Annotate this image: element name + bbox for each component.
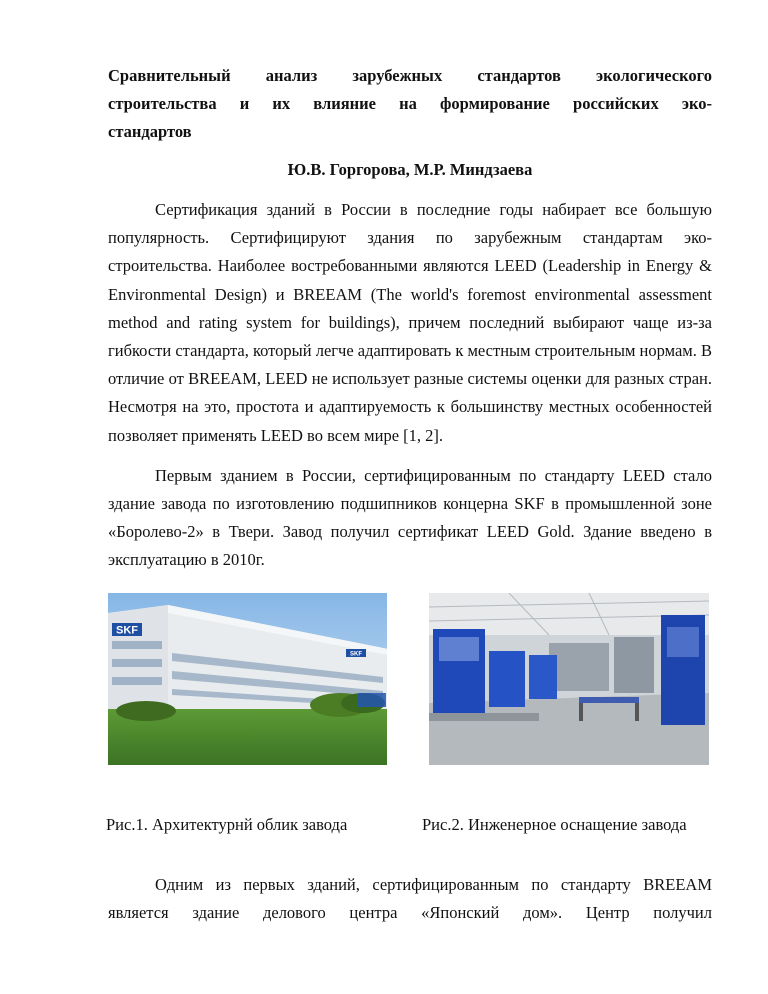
figure-captions <box>108 815 712 843</box>
paragraph-2: Первым зданием в России, сертифицированным по стандарту LEED стало здание завода по изготовлению подшипников концерна SKF в промышленной зоне «Боролево-2» в Твери. Завод получил сертификат LEED Gold. Здание введено в эксплуатацию в 2010г. <box>108 465 712 570</box>
title-line: строительства и их влияние на формирование российских эко- <box>108 94 712 113</box>
title-line: стандартов <box>108 122 192 141</box>
figures-row <box>108 593 712 801</box>
figure-2-caption: Рис.2. Инженерное оснащение завода <box>422 814 687 834</box>
factory-exterior-image <box>108 593 387 765</box>
figure-1-caption: Рис.1. Архитектурнй облик завода <box>106 814 348 834</box>
paper-title <box>108 62 712 146</box>
paper-page <box>108 62 712 927</box>
paragraph-1: Сертификация зданий в России в последние годы набирает все большую популярность. Сертифицируют здания по зарубежным стандартам эко-строительства. Наиболее востребованными являются LEED (Leadership in Energy & Environmental Design) и BREEAM (The world's foremost environmental assessment method and rating system for buildings), причем последний выбирают чаще из-за гибкости стандарта, который легче адаптировать к местным строительным нормам. В отличие от BREEAM, LEED не использует разные системы оценки для разных стран. Несмотря на это, простота и адаптируемость к большинству местных особенностей позволяет применять LEED во всем мире [1, 2]. <box>108 200 712 445</box>
skf-logo: SKF <box>116 624 138 637</box>
skf-sign: SKF <box>350 651 362 658</box>
figure-1-factory-exterior-photo <box>108 593 387 765</box>
title-line: Сравнительный анализ зарубежных стандартов экологического <box>108 66 712 85</box>
authors: Ю.В. Горгорова, М.Р. Миндзаева <box>287 160 533 179</box>
figure-2-factory-interior-photo <box>429 593 709 765</box>
factory-interior-image <box>429 593 709 765</box>
paragraph-3: Одним из первых зданий, сертифицированным по стандарту BREEAM является здание делового центра «Японский дом». Центр получил <box>108 874 712 922</box>
